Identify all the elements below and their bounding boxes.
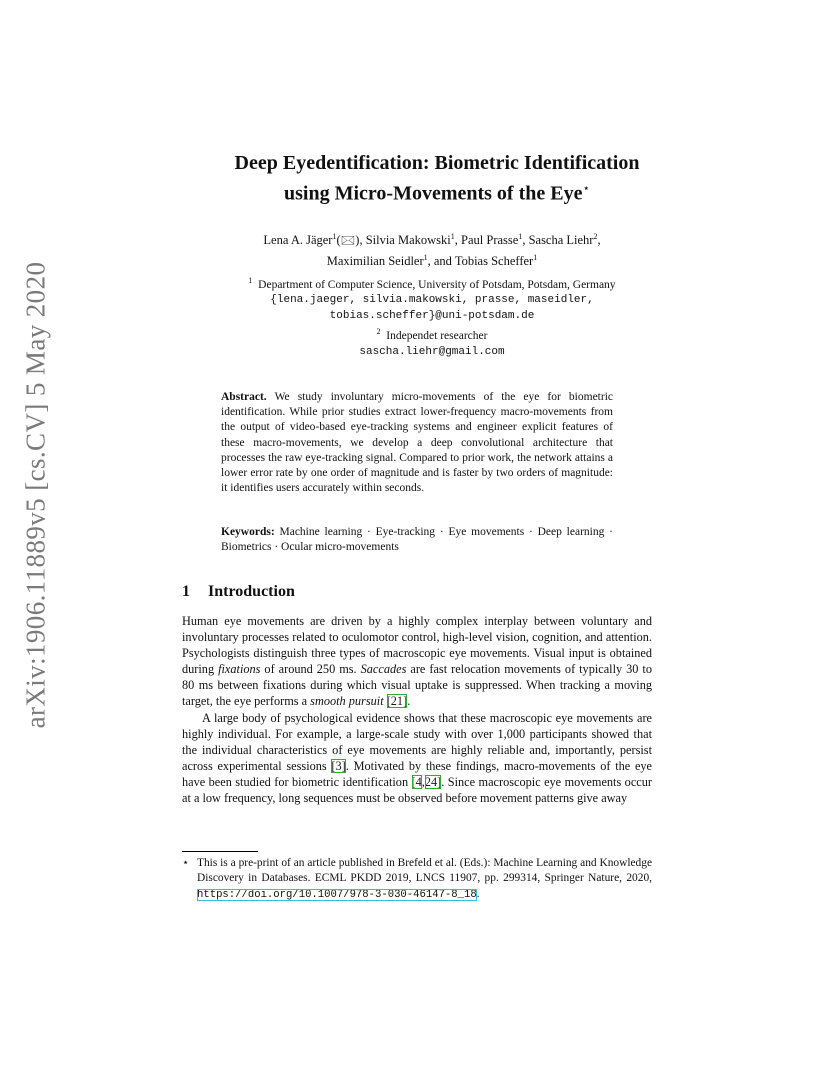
paragraph: A large body of psychological evidence shows that these macroscopic eye movements are highly individual. For example, a large-scale study with over 1,000 participants showed that the individual characteristics of eye movements are highly reliable and, importantly, persist across experimental sessions [3]. Motivated by these findings, macro-movements of the eye have been studied for biometric identification [4,24]. Since macroscopic eye movements occur at a low frequency, long sequences must be observed before movement patterns give away [182,710,653,806]
section-number: 1 [182,583,190,600]
author-list [182,228,682,270]
citation-link[interactable]: 24] [424,774,442,789]
paragraph: Human eye movements are driven by a highly complex interplay between voluntary and involuntary processes related to oculomotor control, high-level vision, cognition, and attention. Psychologists distinguish three types of macroscopic eye movements. Visual input is obtained during fixations of around 250 ms. Saccades are fast relocation movements of typically 30 to 80 ms between fixations during which visual uptake is suppressed. When tracking a moving target, the eye performs a smooth pursuit [21]. [182,614,652,709]
citation-link[interactable]: [4 [411,774,422,789]
author-name: , Sascha Liehr [522,233,594,248]
authors-line-1: Lena A. Jäger$^1$(🖂), Silvia Makowski$^1$, Paul Prasse$^1$, Sascha Liehr$^2$, [263,232,601,248]
paper-title [182,151,692,207]
abstract-label: Abstract. [221,391,267,403]
citation-link[interactable]: [3] [331,758,346,773]
corresponding-author-mail-icon: (🖂) [336,233,360,248]
title-line-2: using Micro-Movements of the Eye⋆ [284,181,590,205]
affiliation-1-emails-cont: tobias.scheffer}@uni-potsdam.de [329,309,535,322]
author-name: , Paul Prasse [454,233,519,248]
body-text [182,613,652,806]
keywords-label: Keywords: [221,526,275,538]
affiliation-1-emails: {lena.jaeger, silvia.makowski, prasse, maseidler, [270,294,594,307]
affiliation-2-email: sascha.liehr@gmail.com [359,345,505,358]
author-name: Maximilian Seidler [326,254,424,269]
footnote-divider [182,851,258,852]
keywords-text: Machine learning · Eye-tracking · Eye movements · Deep learning · Biometrics · Ocular micro-movements [221,526,613,554]
keywords [221,525,613,555]
affiliation-2: $^2$ Independet researcher [376,327,488,343]
doi-link[interactable]: https://doi.org/10.1007/978-3-030-46147-8_18 [197,888,477,901]
section-title: Introduction [208,583,295,600]
affiliations [182,273,682,360]
abstract [221,390,613,496]
title-line-1: Deep Eyedentification: Biometric Identification [234,152,640,174]
footnote: ⋆ This is a pre-print of an article published in Brefeld et al. (Eds.): Machine Learning and Knowledge Discovery in Databases. ECML PKDD 2019, LNCS 11907, pp. 299314, Springer Nature, 2020, https://doi.org/10.1007/978-3-030-46147-8_18. [182,857,652,901]
affiliation-1: $^1$ Department of Computer Science, University of Potsdam, Potsdam, Germany [248,276,616,291]
footnote-mark: ⋆ [182,857,190,869]
author-name: , and Tobias Scheffer [427,254,534,269]
section-heading [182,583,295,601]
footnote-text: This is a pre-print of an article published in Brefeld et al. (Eds.): Machine Learning and Knowledge Discovery in Databases. ECML PKDD 2019, LNCS 11907, pp. 299314, Springer Nature, 2020, [197,857,652,885]
arxiv-identifier-stamp: arXiv:1906.11889v5 [cs.CV] 5 May 2020 [20,261,51,729]
title-footnote-mark: ⋆ [582,181,590,195]
citation-link[interactable]: [21] [386,694,408,709]
author-name: , Silvia Makowski [359,233,451,248]
abstract-text: We study involuntary micro-movements of the eye for biometric identification. While prior studies extract lower-frequency macro-movements from the output of video-based eye-tracking systems and engineer explicit features of these macro-movements, we develop a deep convolutional architecture that processes the raw eye-tracking signal. Compared to prior work, the network attains a lower error rate by one order of magnitude and is faster by two orders of magnitude: it identifies users accurately within seconds. [221,391,613,495]
authors-line-2: Maximilian Seidler$^1$, and Tobias Scheffer$^1$ [326,253,538,269]
author-name: Lena A. Jäger [263,233,333,248]
